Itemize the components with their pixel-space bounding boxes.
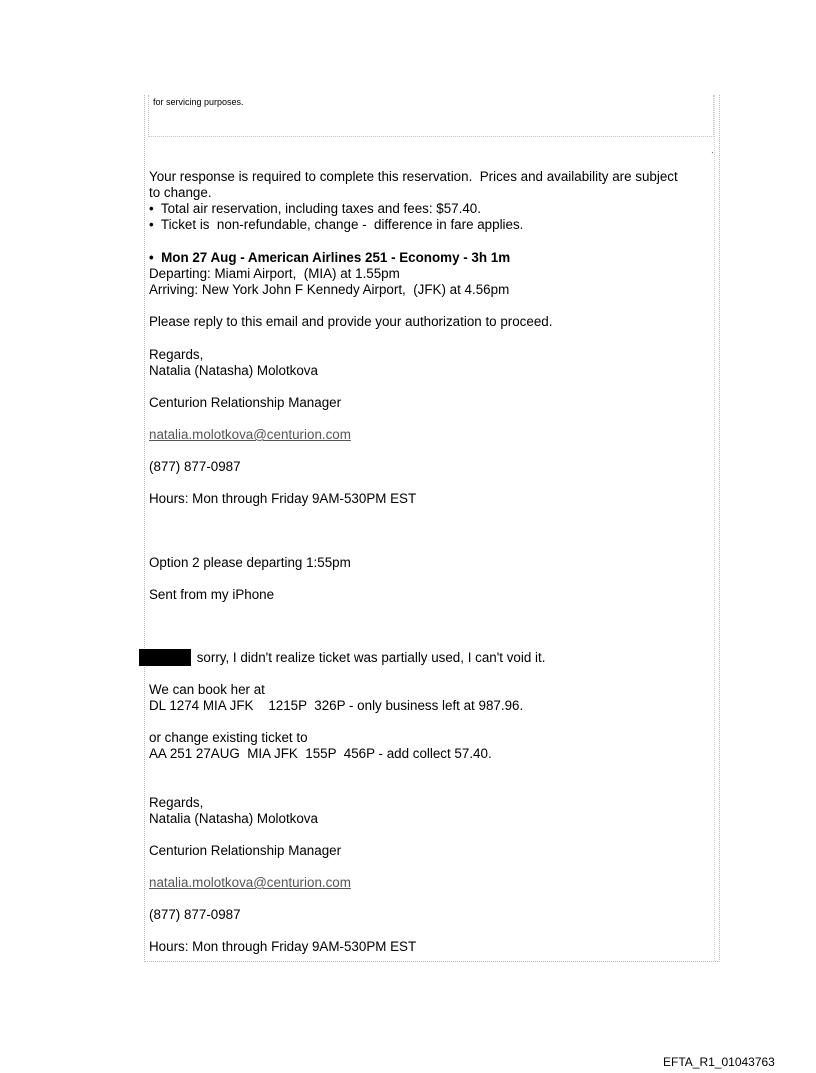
flight-departing: Departing: Miami Airport, (MIA) at 1.55pm (149, 266, 400, 281)
signature-closing: Regards, (149, 795, 204, 810)
servicing-box (148, 95, 714, 137)
intro-line-1: Your response is required to complete this reservation. Prices and availability are subject (149, 169, 678, 184)
signature-email-link[interactable]: natalia.molotkova@centurion.com (149, 875, 351, 890)
signature-name: Natalia (Natasha) Molotkova (149, 363, 318, 378)
followup-option-aa: AA 251 27AUG MIA JFK 155P 456P - add collect 57.40. (149, 746, 492, 761)
corner-mark: . (711, 145, 714, 156)
intro-line-2: to change. (149, 185, 212, 200)
signature-name: Natalia (Natasha) Molotkova (149, 811, 318, 826)
followup-change-intro: or change existing ticket to (149, 730, 308, 745)
redaction-block (139, 649, 191, 666)
signature-title: Centurion Relationship Manager (149, 395, 342, 410)
signature-phone: (877) 877-0987 (149, 459, 241, 474)
signature-phone: (877) 877-0987 (149, 907, 241, 922)
signature-closing: Regards, (149, 347, 204, 362)
followup-book-intro: We can book her at (149, 682, 265, 697)
flight-header: • Mon 27 Aug - American Airlines 251 - Economy - 3h 1m (149, 250, 511, 265)
bullet-total: • Total air reservation, including taxes and fees: $57.40. (149, 201, 481, 216)
reply-request: Please reply to this email and provide your authorization to proceed. (149, 314, 553, 329)
followup-apology: sorry, I didn't realize ticket was partially used, I can't void it. (193, 650, 546, 665)
reply-message: Option 2 please departing 1:55pm (149, 555, 351, 570)
flight-arriving: Arriving: New York John F Kennedy Airport, (JFK) at 4.56pm (149, 282, 510, 297)
signature-email-link[interactable]: natalia.molotkova@centurion.com (149, 427, 351, 442)
signature-title: Centurion Relationship Manager (149, 843, 342, 858)
signature-hours: Hours: Mon through Friday 9AM-530PM EST (149, 491, 417, 506)
reply-sent-from: Sent from my iPhone (149, 587, 275, 602)
signature-hours: Hours: Mon through Friday 9AM-530PM EST (149, 939, 417, 954)
bullet-ticket: • Ticket is non-refundable, change - difference in fare applies. (149, 217, 524, 232)
frame-divider (714, 95, 715, 961)
document-id: EFTA_R1_01043763 (663, 1055, 775, 1069)
followup-option-dl: DL 1274 MIA JFK 1215P 326P - only business left at 987.96. (149, 698, 524, 713)
servicing-note: for servicing purposes. (153, 97, 244, 107)
